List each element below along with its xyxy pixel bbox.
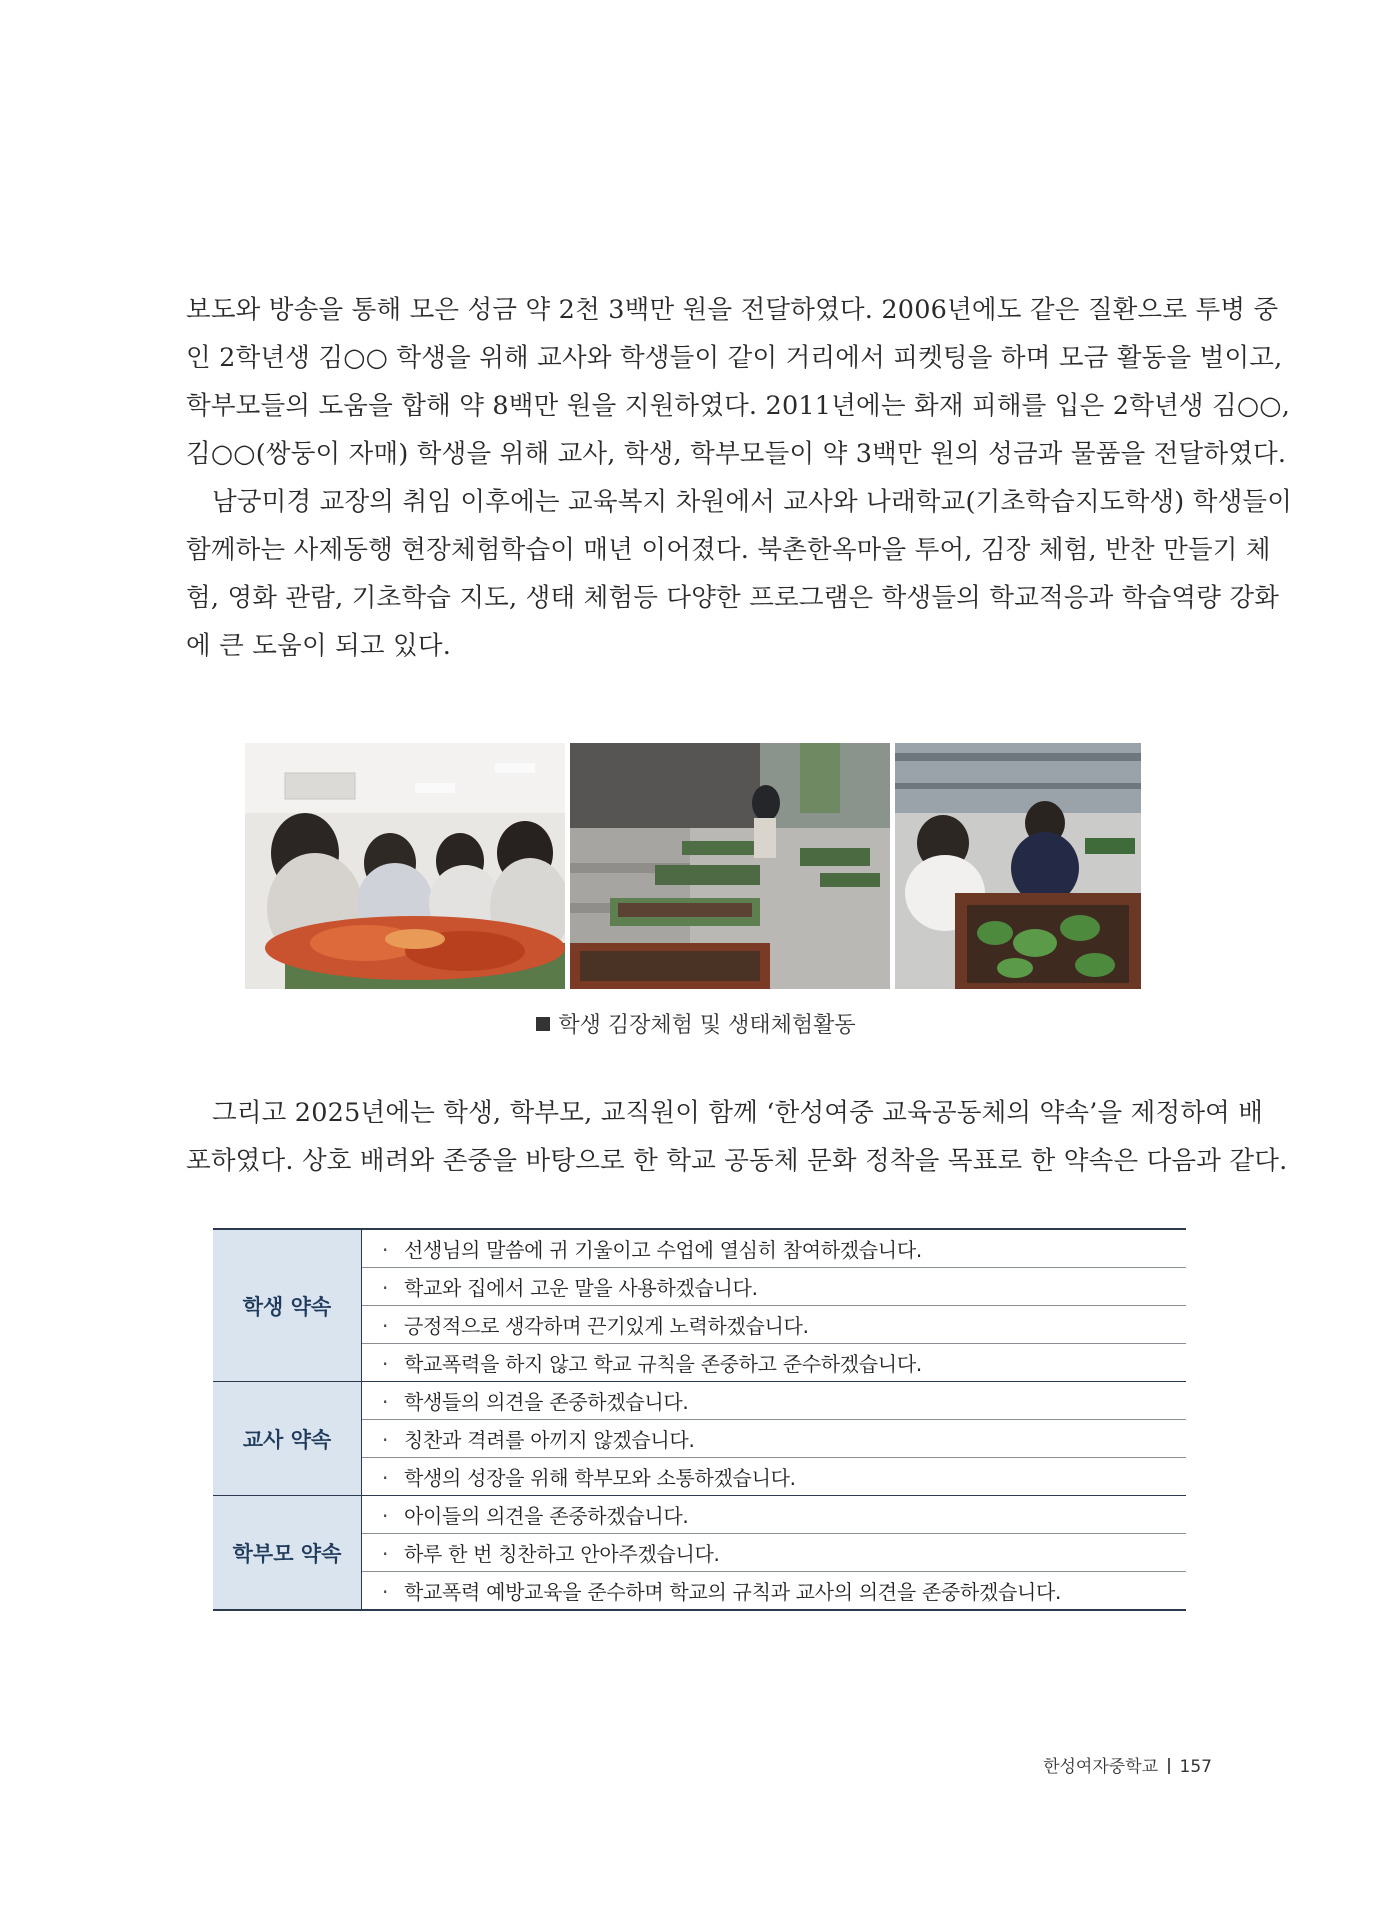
text-line: 그리고 2025년에는 학생, 학부모, 교직원이 함께 ‘한성여중 교육공동체의 약속’을 제정하여 배 — [212, 1098, 1264, 1128]
text-line: 포하였다. 상호 배려와 존중을 바탕으로 한 학교 공동체 문화 정착을 목표로 한 약속은 다음과 같다. — [186, 1146, 1288, 1176]
photo-strip — [245, 743, 1141, 989]
promise-item: · 긍정적으로 생각하며 끈기있게 노력하겠습니다. — [362, 1306, 1187, 1344]
promise-item: · 학생의 성장을 위해 학부모와 소통하겠습니다. — [362, 1458, 1187, 1496]
promise-item: · 하루 한 번 칭찬하고 안아주겠습니다. — [362, 1534, 1187, 1572]
text-line: 에 큰 도움이 되고 있다. — [186, 631, 452, 661]
category-parent: 학부모 약속 — [213, 1496, 362, 1611]
caption-text: 학생 김장체험 및 생태체험활동 — [558, 1013, 856, 1038]
text-line: 함께하는 사제동행 현장체험학습이 매년 이어졌다. 북촌한옥마을 투어, 김장 체험, 반찬 만들기 체 — [186, 535, 1271, 565]
body-paragraph-3 — [186, 1089, 1288, 1185]
promise-item: · 선생님의 말씀에 귀 기울이고 수업에 열심히 참여하겠습니다. — [362, 1229, 1187, 1268]
body-paragraph-2 — [186, 478, 1293, 670]
promise-item: · 학교와 집에서 고운 말을 사용하겠습니다. — [362, 1268, 1187, 1306]
page-footer — [1043, 1752, 1212, 1777]
text-line: 험, 영화 관람, 기초학습 지도, 생태 체험등 다양한 프로그램은 학생들의 학교적응과 학습역량 강화 — [186, 583, 1280, 613]
page-number: 157 — [1179, 1757, 1212, 1777]
text-line: 김○○(쌍둥이 자매) 학생을 위해 교사, 학생, 학부모들이 약 3백만 원의 성금과 물품을 전달하였다. — [186, 439, 1287, 469]
promise-item: · 아이들의 의견을 존중하겠습니다. — [362, 1496, 1187, 1534]
photo-caption — [0, 1008, 1392, 1039]
school-name: 한성여자중학교 — [1043, 1757, 1159, 1777]
body-paragraph-1 — [186, 286, 1291, 478]
footer-divider — [1168, 1758, 1170, 1774]
photo-planting-activity — [895, 743, 1141, 989]
text-line: 보도와 방송을 통해 모은 성금 약 2천 3백만 원을 전달하였다. 2006년에도 같은 질환으로 투병 중 — [186, 295, 1279, 325]
category-teacher: 교사 약속 — [213, 1382, 362, 1496]
text-line: 학부모들의 도움을 합해 약 8백만 원을 지원하였다. 2011년에는 화재 피해를 입은 2학년생 김○○, — [186, 391, 1291, 421]
promise-item: · 칭찬과 격려를 아끼지 않겠습니다. — [362, 1420, 1187, 1458]
promise-table — [213, 1228, 1186, 1611]
category-student: 학생 약속 — [213, 1229, 362, 1382]
photo-kimchi-making — [245, 743, 565, 989]
text-line: 남궁미경 교장의 취임 이후에는 교육복지 차원에서 교사와 나래학교(기초학습지도학생) 학생들이 — [212, 487, 1293, 517]
promise-item: · 학교폭력을 하지 않고 학교 규칙을 존중하고 준수하겠습니다. — [362, 1344, 1187, 1382]
square-bullet-icon — [536, 1017, 550, 1031]
table-row — [213, 1229, 1186, 1268]
promise-item: · 학교폭력 예방교육을 준수하며 학교의 규칙과 교사의 의견을 존중하겠습니다. — [382, 1580, 1062, 1604]
photo-planter-boxes — [570, 743, 890, 989]
text-line: 인 2학년생 김○○ 학생을 위해 교사와 학생들이 같이 거리에서 피켓팅을 하며 모금 활동을 벌이고, — [186, 343, 1283, 373]
promise-item: · 학생들의 의견을 존중하겠습니다. — [362, 1382, 1187, 1420]
table-row — [213, 1382, 1186, 1420]
table-row — [213, 1496, 1186, 1534]
